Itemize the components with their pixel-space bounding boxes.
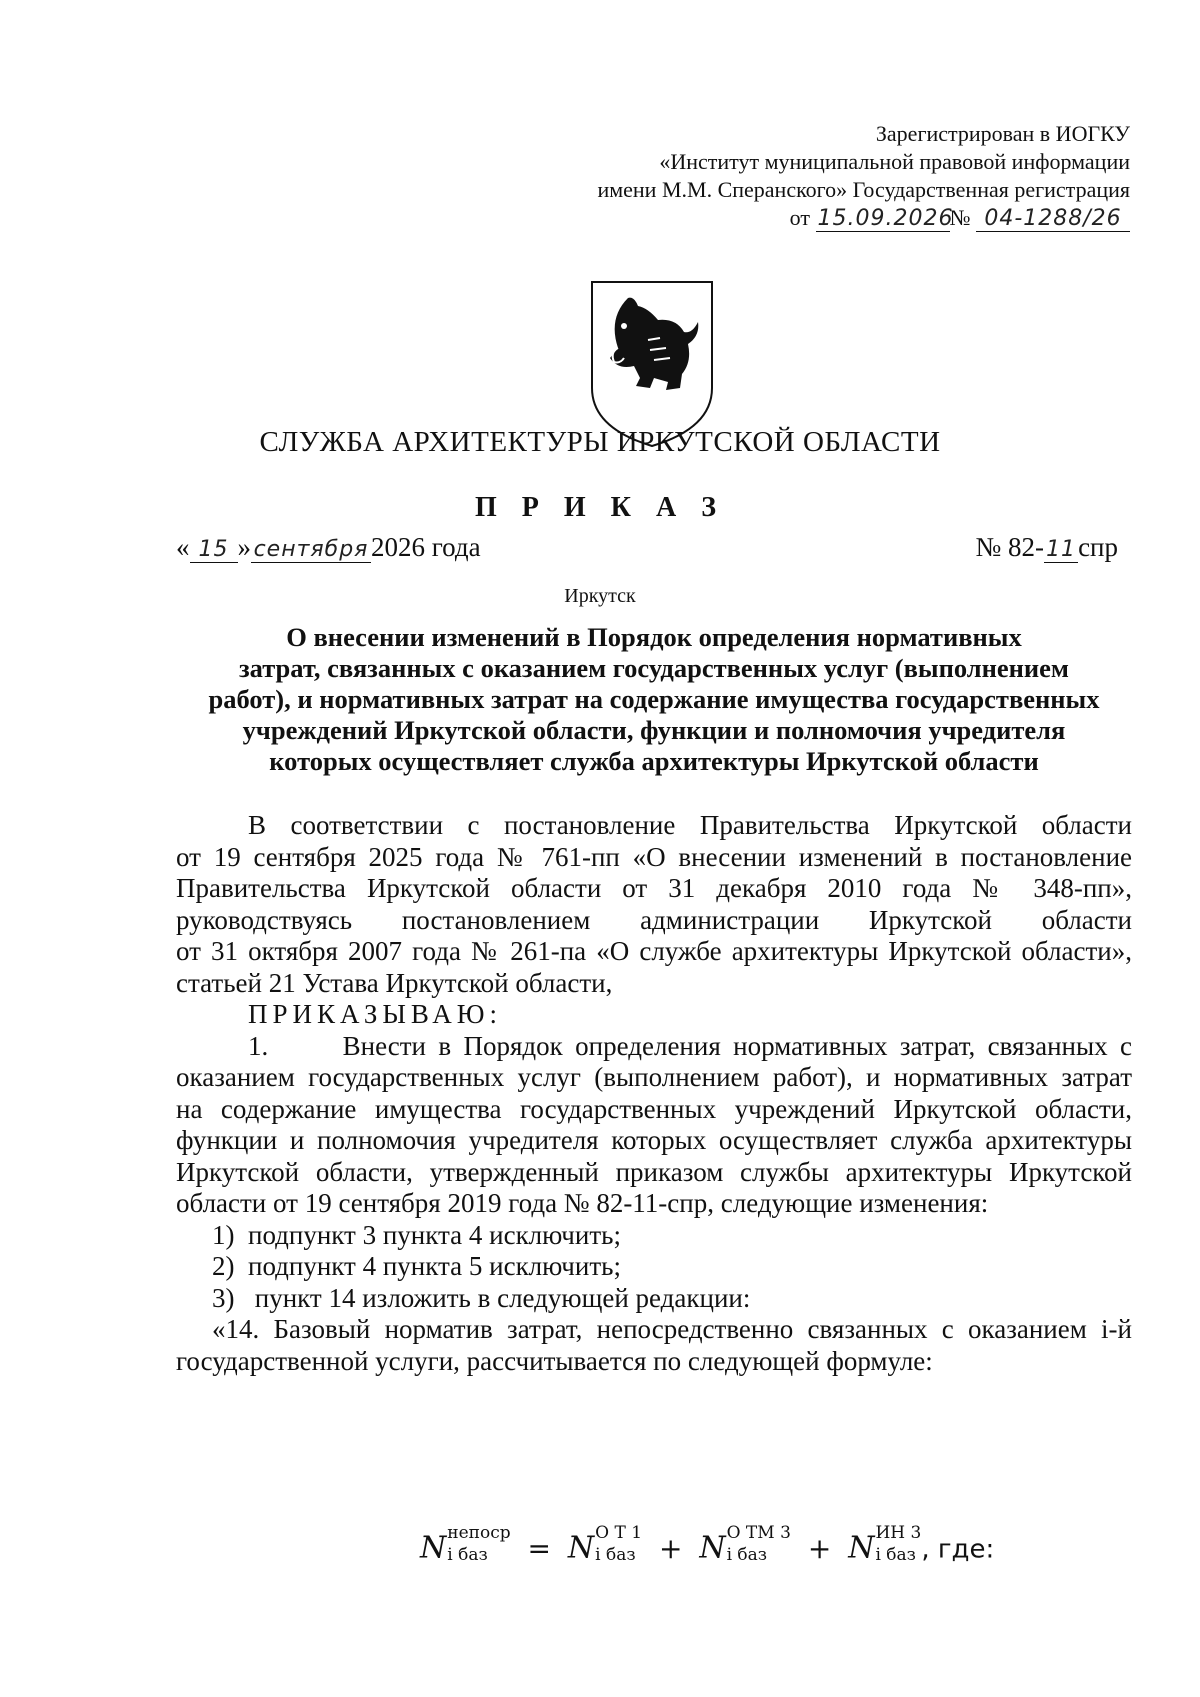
- registration-from-label: от: [789, 205, 810, 230]
- order-date-year: 2026 года: [371, 532, 481, 562]
- body-line: Правительства Иркутской области от 31 декабря 2010 года № 348-пп»,: [176, 873, 1132, 903]
- body-line: В соответствии с постановление Правительства Иркутской области: [248, 810, 1132, 840]
- body-line: 1. Внести в Порядок определения нормативных затрат, связанных с: [248, 1030, 1132, 1061]
- body-line: функции и полномочия учредителя которых осуществляет служба архитектуры: [176, 1125, 1132, 1155]
- subitem-2: 2) подпункт 4 пункта 5 исключить;: [212, 1251, 621, 1281]
- formula-t2-index: [727, 1522, 791, 1566]
- formula-t1-index: [595, 1522, 642, 1566]
- registration-line-3: имени М.М. Сперанского» Государственная регистрация: [597, 177, 1130, 202]
- body-line: на содержание имущества государственных учреждений Иркутской области,: [176, 1093, 1132, 1124]
- formula-lhs-index: [447, 1522, 510, 1566]
- formula-sup: О Т 1: [595, 1523, 643, 1543]
- formula-tail: , где:: [921, 1534, 995, 1565]
- formula-sub: i баз: [595, 1545, 636, 1565]
- registration-line-4: [490, 204, 1130, 232]
- order-number-prefix: № 82-: [975, 532, 1045, 562]
- formula-t2-var: N: [699, 1530, 726, 1566]
- body-line: от 31 октября 2007 года № 261-па «О службе архитектуры Иркутской области»,: [176, 936, 1132, 966]
- formula-plus: +: [658, 1531, 683, 1565]
- order-number: [976, 532, 1118, 563]
- subitem-1: 1) подпункт 3 пункта 4 исключить;: [212, 1219, 621, 1250]
- formula-t1-var: N: [567, 1530, 595, 1566]
- registration-number: 04-1288/26: [976, 207, 1130, 232]
- body-line: Иркутской области, утвержденный приказом службы архитектуры Иркутской: [176, 1156, 1132, 1187]
- formula-plus: +: [807, 1531, 832, 1565]
- formula: [420, 1523, 995, 1572]
- order-number-handwritten: 11: [1046, 537, 1077, 562]
- order-date-day: 15: [190, 538, 238, 563]
- registration-block: [490, 120, 1130, 232]
- registration-line-2: «Институт муниципальной правовой информации: [659, 149, 1130, 174]
- formula-sup: О ТМ 3: [726, 1523, 791, 1543]
- registration-line-1: Зарегистрирован в ИОГКУ: [875, 121, 1130, 146]
- coat-of-arms-icon: [588, 278, 716, 450]
- title-line: работ), и нормативных затрат на содержание имущества государственных: [208, 684, 1100, 714]
- formula-t3-var: N: [848, 1530, 875, 1566]
- body-line: руководствуясь постановлением администрации Иркутской области: [176, 904, 1132, 935]
- body-line: от 19 сентября 2025 года № 761-пп «О внесении изменений в постановление: [176, 841, 1132, 872]
- title-line: затрат, связанных с оказанием государственных услуг (выполнением: [238, 653, 1069, 683]
- title-line: которых осуществляет служба архитектуры Иркутской области: [269, 746, 1039, 776]
- formula-sub: i баз: [447, 1545, 488, 1565]
- formula-sup: ИН 3: [875, 1523, 922, 1543]
- body-line: государственной услуги, рассчитывается по следующей формуле:: [176, 1345, 933, 1376]
- order-number-suffix: спр: [1078, 532, 1118, 562]
- agency-name: СЛУЖБА АРХИТЕКТУРЫ ИРКУТСКОЙ ОБЛАСТИ: [259, 426, 941, 458]
- order-word: ПРИКАЗЫВАЮ:: [248, 999, 502, 1029]
- registration-date: 15.09.2026: [817, 206, 954, 231]
- formula-sub: i баз: [875, 1545, 916, 1565]
- formula-eq: =: [527, 1531, 551, 1565]
- formula-sup: непоср: [447, 1523, 511, 1543]
- registration-number-label: №: [949, 205, 971, 230]
- city-name: Иркутск: [564, 585, 636, 607]
- order-date: [176, 532, 481, 563]
- date-open-quote: «: [176, 532, 190, 562]
- formula-t3-index: [875, 1522, 921, 1566]
- formula-lhs-var: N: [420, 1530, 447, 1566]
- body-line: области от 19 сентября 2019 года № 82-11-спр, следующие изменения:: [176, 1188, 989, 1218]
- body-line: статьей 21 Устава Иркутской области,: [176, 967, 613, 998]
- body-line: «14. Базовый норматив затрат, непосредственно связанных с оказанием i-й: [212, 1314, 1132, 1344]
- document-type: П Р И К А З: [475, 492, 725, 523]
- document-title: [176, 622, 1132, 777]
- title-line: учреждений Иркутской области, функции и полномочия учредителя: [242, 715, 1066, 745]
- document-body: [176, 810, 1132, 1377]
- date-close-quote: »: [237, 532, 251, 562]
- title-line: О внесении изменений в Порядок определения нормативных: [286, 622, 1022, 652]
- order-date-month: сентября: [251, 538, 371, 563]
- body-line: оказанием государственных услуг (выполнением работ), и нормативных затрат: [176, 1062, 1132, 1092]
- formula-sub: i баз: [726, 1545, 768, 1565]
- subitem-3: 3) пункт 14 изложить в следующей редакции:: [212, 1282, 751, 1313]
